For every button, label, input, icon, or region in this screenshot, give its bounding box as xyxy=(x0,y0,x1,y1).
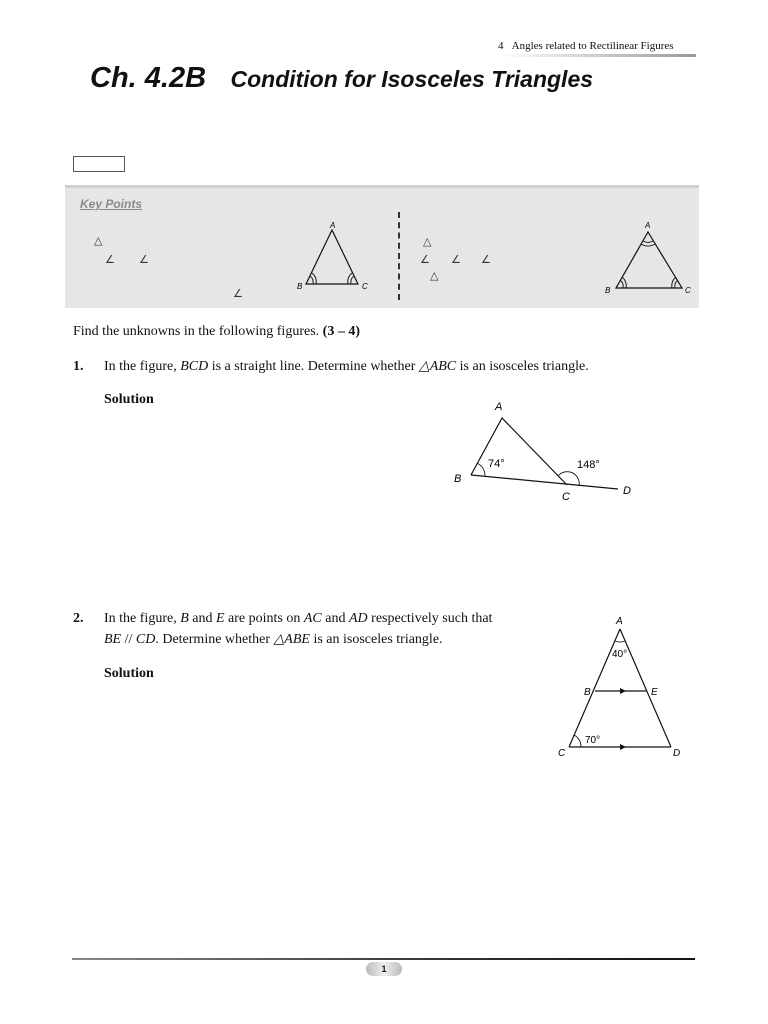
angle-symbol: ∠ xyxy=(105,253,115,266)
header-rule xyxy=(500,54,696,57)
chapter-title: Angles related to Rectilinear Figures xyxy=(511,40,674,52)
triangle-symbol: △ xyxy=(94,234,103,247)
solution-label: Solution xyxy=(104,666,154,681)
question-2-figure xyxy=(550,612,690,764)
angle-symbol: ∠ xyxy=(420,253,430,266)
vertex-label: A xyxy=(616,616,623,627)
key-points-right-triangle xyxy=(600,218,700,298)
angle-symbol: ∠ xyxy=(139,253,149,266)
triangle-symbol: △ xyxy=(423,235,432,248)
instructions-text: Find the unknowns in the following figures. xyxy=(73,324,320,339)
angle-label: 148° xyxy=(577,459,600,471)
footer-rule xyxy=(72,958,695,960)
key-points-left-triangle xyxy=(290,218,380,296)
question-text-line-1: In the figure, B and E are points on AC and AD respectively such that xyxy=(104,611,493,626)
key-points-divider xyxy=(398,212,400,300)
question-1-figure xyxy=(440,396,650,506)
question-text: In the figure, BCD is a straight line. Determine whether △ABC is an isosceles triangle. xyxy=(104,359,589,374)
question-number: 1. xyxy=(73,359,84,374)
vertex-label: B xyxy=(297,282,303,291)
vertex-label: B xyxy=(584,687,591,698)
key-points-label: Key Points xyxy=(80,197,143,211)
triangle-symbol: △ xyxy=(430,269,439,282)
instructions xyxy=(73,324,360,340)
vertex-label: A xyxy=(645,221,651,230)
angle-symbol: ∠ xyxy=(481,253,491,266)
solution-label: Solution xyxy=(104,392,154,407)
vertex-label: B xyxy=(605,286,611,295)
chapter-number: 4 xyxy=(498,40,504,52)
question-1 xyxy=(73,356,693,378)
angle-symbol: ∠ xyxy=(451,253,461,266)
page-title xyxy=(90,62,593,95)
vertex-label: E xyxy=(651,687,658,698)
vertex-label: C xyxy=(558,748,566,759)
vertex-label: D xyxy=(623,485,631,497)
section-code: Ch. 4.2B xyxy=(90,62,207,94)
page-number: 1 xyxy=(366,962,402,976)
angle-label: 70° xyxy=(585,735,601,746)
question-2 xyxy=(73,608,553,652)
instructions-range: (3 – 4) xyxy=(322,324,360,339)
vertex-label: C xyxy=(362,282,368,291)
vertex-label: A xyxy=(330,221,336,230)
section-name: Condition for Isosceles Triangles xyxy=(230,66,594,92)
vertex-label: A xyxy=(495,401,503,413)
angle-label: 74° xyxy=(488,458,505,470)
vertex-label: B xyxy=(454,473,462,485)
question-number: 2. xyxy=(73,611,84,626)
vertex-label: C xyxy=(562,491,570,503)
blank-label-box xyxy=(73,156,125,172)
vertex-label: C xyxy=(685,286,691,295)
running-header xyxy=(498,40,696,52)
angle-label: 40° xyxy=(612,649,628,660)
vertex-label: D xyxy=(673,748,681,759)
angle-symbol: ∠ xyxy=(233,287,243,300)
question-text-line-2: BE // CD. Determine whether △ABE is an isosceles triangle. xyxy=(104,632,443,647)
